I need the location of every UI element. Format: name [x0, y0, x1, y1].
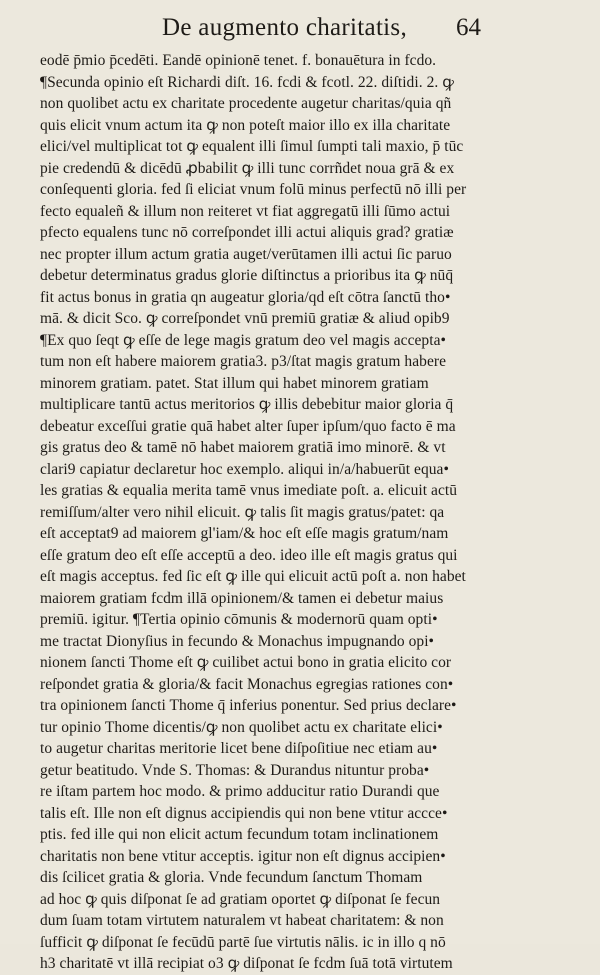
text-line: premiū. igitur. ¶Tertia opinio cōmunis & modernorū quam opti• — [40, 611, 438, 628]
text-line: minorem gratiam. patet. Stat illum qui habet minorem gratiam — [40, 374, 429, 392]
text-line: dum ſuam totam virtutem naturalem vt habeat charitatem: & non — [40, 912, 444, 929]
text-line: ¶Ex quo ſeqt ꝙ eſſe de lege magis gratum deo vel magis accepta• — [40, 331, 446, 349]
text-line: remiſſum/alter vero nihil elicuit. ꝙ talis ſit magis gratus/patet: qa — [40, 503, 445, 521]
text-line: nionem ſancti Thome eſt ꝙ cuilibet actui bono in gratia elicito cor — [40, 654, 452, 671]
folio-number: 64 — [456, 14, 481, 41]
text-line: tur opinio Thome dicentis/ꝙ non quolibet actu ex charitate elici• — [40, 718, 443, 736]
text-line: nec propter illum actum gratia auget/verūtamen illi actui ſic paruo — [40, 245, 452, 263]
text-line: getur beatitudo. Vnde S. Thomas: & Durandus nituntur proba• — [40, 761, 430, 779]
text-line: ptis. fed ille qui non elicit actum fecundum totam inclinationem — [40, 826, 439, 843]
text-line: debeatur exceſſui gratie quā habet alter ſuper ipſum/quo facto ē ma — [40, 417, 456, 435]
text-line: ¶Secunda opinio eſt Richardi diſt. 16. fcdi & fcotl. 22. diſtidi. 2. ꝙ — [40, 73, 454, 91]
text-line: talis eſt. Ille non eſt dignus accipiendis qui non bene vtitur accce• — [40, 804, 448, 822]
text-line: pfecto equalens tunc nō correſpondet illi actui aliquis grad? gratiæ — [40, 224, 454, 241]
text-line: me tractat Dionyſius in fecundo & Monachus impugnando opi• — [40, 632, 435, 650]
text-line: elici/vel multiplicat tot ꝙ equalent illi ſimul ſumpti tali maxio, p̄ tūc — [40, 138, 464, 155]
text-line: eſſe gratum deo eſt eſſe acceptū a deo. ideo ille eſt magis gratus qui — [40, 546, 458, 564]
text-line: charitatis non bene vtitur acceptis. igitur non eſt dignus accipien• — [40, 847, 446, 865]
text-line: tra opinionem ſancti Thome q̄ inferius ponentur. Sed prius declare• — [40, 697, 457, 714]
text-line: fecto equaleñ & illum non reiteret vt fiat aggregatū illi ſūmo actui — [40, 202, 451, 220]
text-line: dis ſcilicet gratia & gloria. Vnde fecundum ſanctum Thomam — [40, 869, 423, 886]
text-line: maiorem gratiam fcdm illā opinionem/& tamen ei debetur maius — [40, 589, 444, 607]
text-line: clari9 capiatur declaretur hoc exemplo. aliqui in/a/habuerūt equa• — [40, 460, 449, 478]
text-line: fit actus bonus in gratia qn augeatur gloria/qd eſt cōtra ſanctū tho• — [40, 288, 451, 306]
text-line: les gratias & equalia merita tamē vnus imediate poſt. a. elicuit actū — [40, 482, 458, 499]
text-line: conſequenti gloria. fed ſi eliciat vnum folū minus perfectū nō illi per — [40, 181, 467, 198]
text-line: gis gratus deo & tamē nō habet maiorem gratiā imo minorē. & vt — [40, 439, 446, 456]
running-head — [40, 14, 566, 50]
text-line: quis elicit vnum actum ita ꝙ non poteſt maior illo ex illa charitate — [40, 116, 451, 134]
text-block — [40, 50, 566, 975]
text-line: reſpondet gratia & gloria/& facit Monachus egregias rationes con• — [40, 675, 454, 693]
text-line: to augetur charitas meritorie licet bene diſpoſitiue nec etiam au• — [40, 740, 438, 757]
text-line: eodē p̄mio p̄cedēti. Eandē opinionē tenet. f. bonauētura in fcdo. — [40, 52, 437, 69]
running-title: De augmento charitatis, — [162, 14, 408, 41]
text-line: h3 charitatē vt illā recipiat o3 ꝙ diſponat ſe fcdm ſuā totā virtutem — [40, 955, 453, 972]
text-line: mā. & dicit Sco. ꝙ correſpondet vnū premiū gratiæ & aliud opib9 — [40, 310, 450, 327]
text-line: multiplicare tantū actus meritorios ꝙ illis debebitur maior gloria q̄ — [40, 396, 454, 413]
text-line: pie credendū & dicēdū ꝓbabilit ꝙ illi tunc corrñdet noua grā & ex — [40, 159, 455, 177]
text-line: re iſtam partem hoc modo. & primo adducitur ratio Durandi que — [40, 783, 440, 800]
text-line: eſt acceptat9 ad maiorem gl'iam/& hoc eſt eſſe magis gratum/nam — [40, 525, 449, 542]
text-line: tum non eſt habere maiorem gratia3. p3/ſtat magis gratum habere — [40, 353, 447, 370]
text-line: debetur determinatus gradus glorie diſtinctus a prioribus ita ꝙ nūq̄ — [40, 267, 454, 284]
text-line: ſufficit ꝙ diſponat ſe fecūdū partē ſue virtutis nālis. ic in illo q nō — [40, 933, 446, 951]
text-line: ad hoc ꝙ quis diſponat ſe ad gratiam oportet ꝙ diſponat ſe fecun — [40, 890, 441, 908]
text-line: eſt magis acceptus. fed ſic eſt ꝙ ille qui elicuit actū poſt a. non habet — [40, 568, 466, 585]
text-line: non quolibet actu ex charitate procedente augetur charitas/quia qñ — [40, 95, 452, 112]
